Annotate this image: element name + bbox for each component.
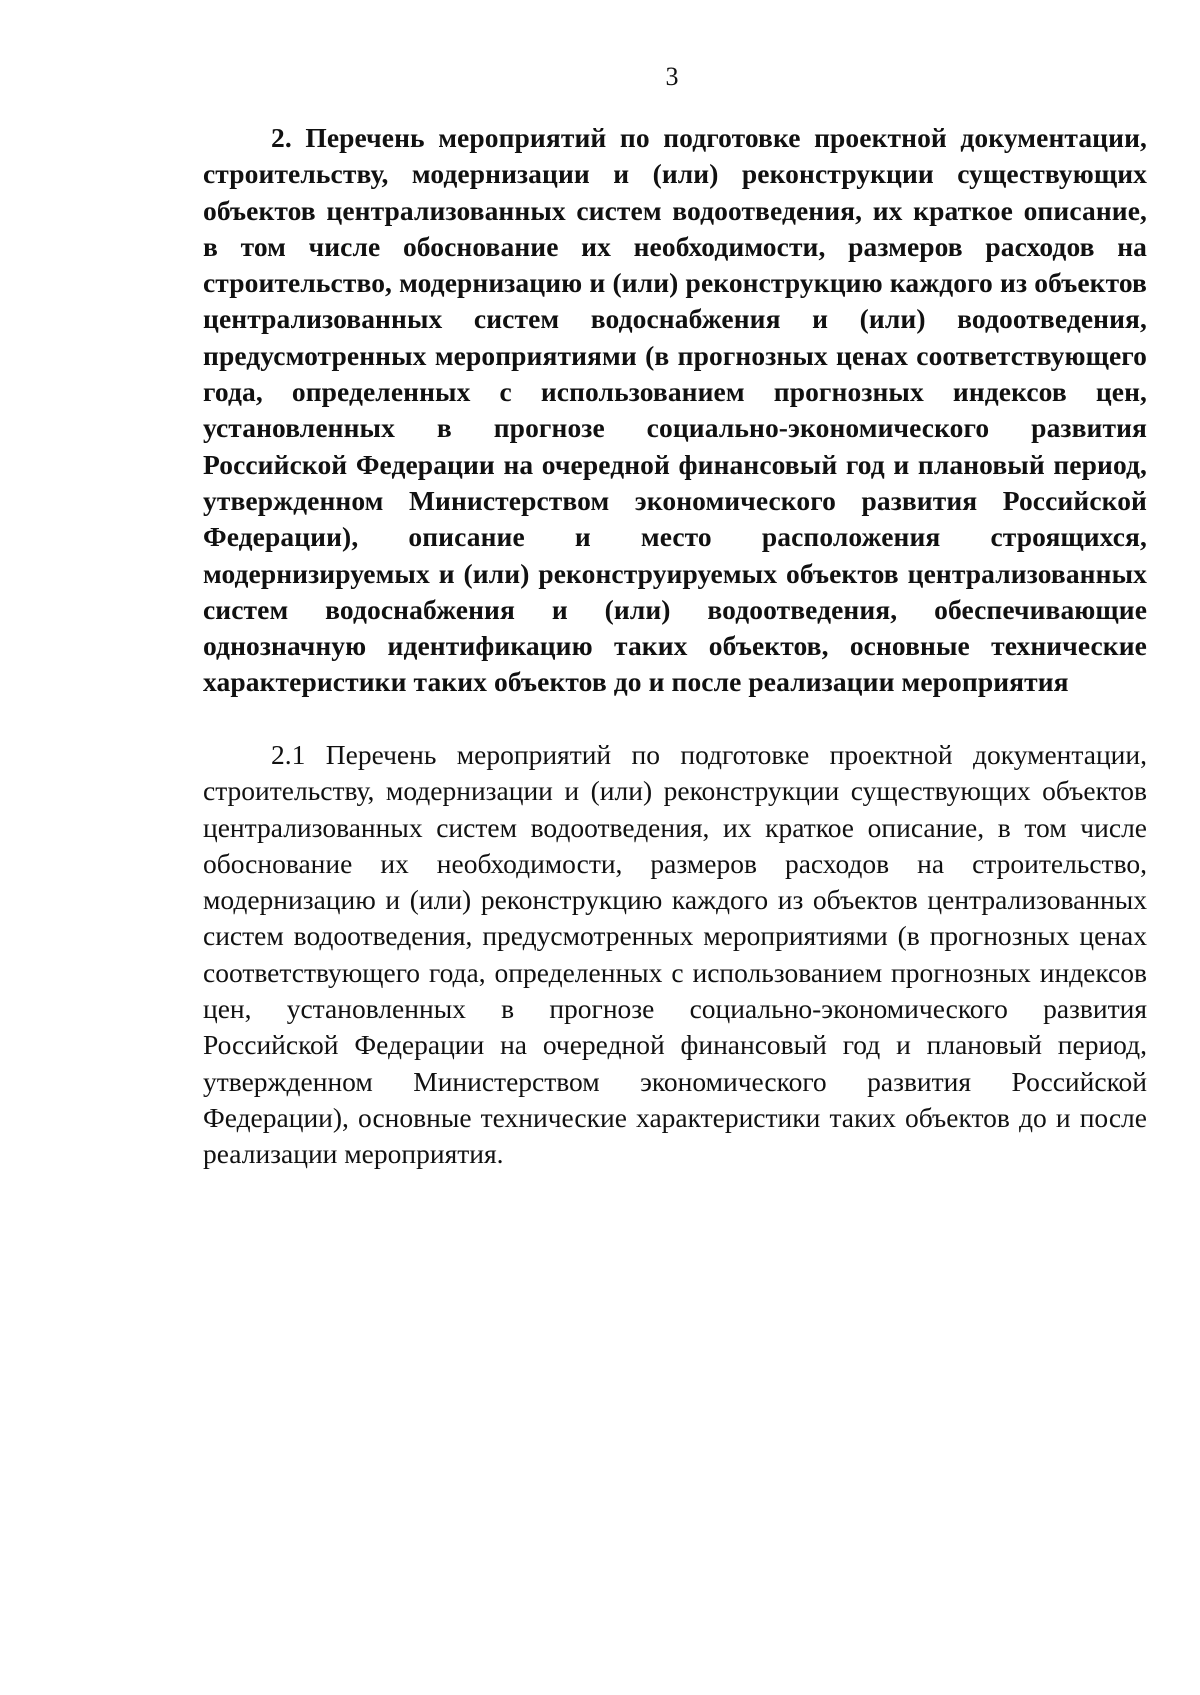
page-number: 3 — [665, 62, 679, 91]
section-heading: 2. Перечень мероприятий по подготовке проектной документации, строительству, модернизации и (или) реконструкции существующих объектов централизованных систем водоотведения, их краткое описание, в том числе обоснование их необходимости, размеров расходов на строительство, модернизацию и (или) реконструкцию каждого из объектов централизованных систем водоснабжения и (или) водоотведения, предусмотренных мероприятиями (в прогнозных ценах соответствующего года, определенных с использованием прогнозных индексов цен, установленных в прогнозе социально-экономического развития Российской Федерации на очередной финансовый год и плановый период, утвержденном Министерством экономического развития Российской Федерации), описание и место расположения строящихся, модернизируемых и (или) реконструируемых объектов централизованных систем водоснабжения и (или) водоотведения, обеспечивающие однозначную идентификацию таких объектов, основные технические характеристики таких объектов до и после реализации мероприятия — [203, 122, 1147, 698]
subsection-paragraph: 2.1 Перечень мероприятий по подготовке проектной документации, строительству, модернизации и (или) реконструкции существующих объектов централизованных систем водоотведения, их краткое описание, в том числе обоснование их необходимости, размеров расходов на строительство, модернизацию и (или) реконструкцию каждого из объектов централизованных систем водоотведения, предусмотренных мероприятиями (в прогнозных ценах соответствующего года, определенных с использованием прогнозных индексов цен, установленных в прогнозе социально-экономического развития Российской Федерации на очередной финансовый год и плановый период, утвержденном Министерством экономического развития Российской Федерации), основные технические характеристики таких объектов до и после реализации мероприятия. — [203, 739, 1147, 1170]
